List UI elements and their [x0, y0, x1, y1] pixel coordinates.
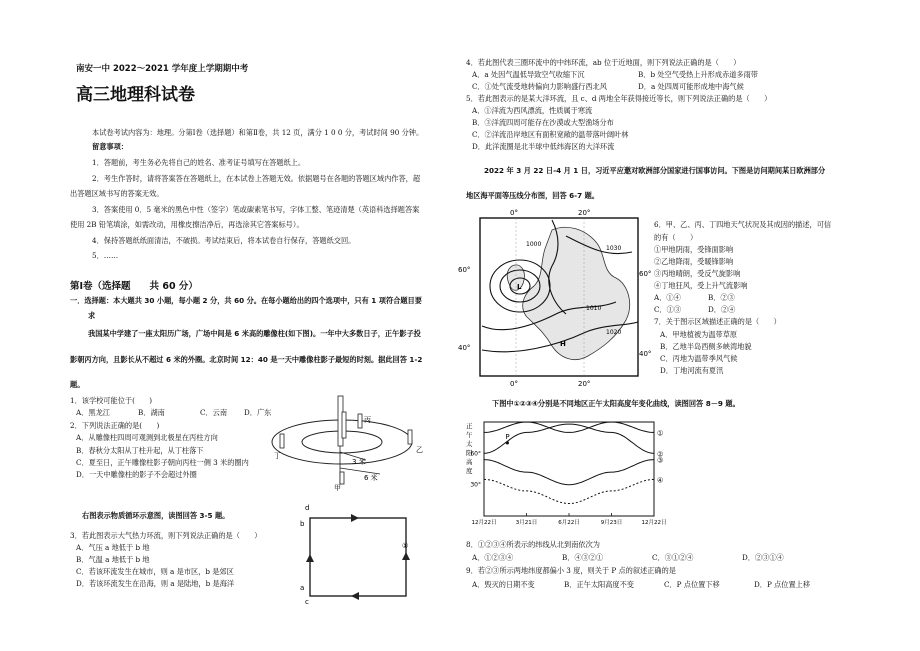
series-line [484, 479, 654, 503]
lat-label-40-right: 40° [639, 350, 652, 358]
q8-option-c[interactable]: C．③①②④ [652, 553, 694, 562]
note-1: 1．答题前，考生务必先将自己的姓名、准考证号填写在答题纸上。 [92, 158, 306, 167]
q2-option-b[interactable]: B．春秋分太阳从丁柱升起，从丁柱落下 [76, 446, 204, 455]
series-label: ③ [657, 456, 664, 465]
q8-stem: 8．①②③④所表示的纬线从北到南依次为 [466, 540, 600, 549]
q7-option-c[interactable]: C．丙地为温带季风气候 [660, 354, 738, 363]
q6-stem: 6．甲、乙、丙、丁四地天气状况及其成因的描述，可信 [654, 220, 832, 229]
label-bing: 丙 [364, 416, 371, 424]
q5-option-d[interactable]: D．此洋流圈是北半球中低纬海区的大洋环流 [472, 142, 615, 151]
lon-label-20-top: 20° [578, 209, 591, 217]
context-6-7b: 地区海平面等压线分布图，回答 6-7 题。 [466, 191, 599, 200]
isobar-label-1020: 1020 [606, 329, 622, 336]
point-p-label: P [505, 432, 510, 441]
q6-option-b[interactable]: B．②③ [708, 293, 735, 302]
q4-option-b[interactable]: B．b 处空气受热上升形成赤道多雨带 [638, 70, 758, 79]
q6-item-4: ④丁地狂风，受上升气流影响 [654, 281, 748, 290]
q5-option-c[interactable]: C．②洋流沿岸地区有面积宽敞的温带落叶阔叶林 [472, 130, 629, 139]
series-label: ② [657, 450, 664, 459]
series-line [484, 460, 654, 485]
q9-option-d[interactable]: D．P 点位置上移 [754, 580, 811, 589]
context-3-5: 右图表示物质循环示意图，读图回答 3-5 题。 [82, 511, 230, 520]
q1-stem: 1．该学校可能位于( ) [70, 396, 153, 405]
note-2b: 出答题区域书写的答案无效。 [70, 189, 164, 198]
q3-option-b[interactable]: B．气温 a 地低于 b 地 [76, 555, 150, 564]
q4-option-d[interactable]: D．a 处四周可能形成地中海气候 [638, 82, 744, 91]
lat-label-60-left: 60° [458, 266, 471, 274]
q1-option-d[interactable]: D．广东 [244, 408, 272, 417]
series-label: ④ [657, 476, 664, 485]
q2-option-d[interactable]: D．一天中雕像柱的影子不会超过外圈 [76, 470, 197, 479]
label-yi: 乙 [416, 446, 423, 454]
q2-option-a[interactable]: A．从雕像柱四周可观测到北极星在丙柱方向 [76, 433, 218, 442]
lon-label-20-bottom: 20° [578, 380, 591, 388]
section-instruction: 一．选择题：本大题共 30 小题，每小题 2 分，共 60 分。在每小题给出的四个选项中，只有 1 项符合题目要 [70, 296, 422, 305]
y-axis-label-char: 正 [466, 422, 473, 430]
point-p [506, 441, 509, 444]
low-pressure-label: L [517, 283, 522, 291]
exam-title: 高三地理科试卷 [76, 85, 195, 105]
q4-option-c[interactable]: C．①处气流受地转偏向力影响盛行西北风 [472, 82, 607, 91]
school-title: 南安一中 2022～2021 学年度上学期期中考 [76, 64, 249, 74]
pillar-ding [280, 434, 284, 448]
label-6m: 6 米 [364, 474, 378, 482]
lon-label-0-top: 0° [510, 209, 518, 217]
y-axis-label-char: 太 [466, 440, 473, 448]
high-pressure-label: H [560, 340, 566, 348]
pillar-bing [358, 414, 362, 428]
isobar-label-1010: 1010 [586, 305, 602, 312]
y-axis-label-char: 高 [466, 458, 473, 466]
context-6-7: 2022 年 3 月 22 日-4 月 1 日，习近平应邀对欧洲部分国家进行国事访问。下图是访问期间某日欧洲部分 [484, 166, 826, 175]
q1-options [76, 408, 271, 417]
pillar-jia [340, 472, 344, 484]
label-3m: 3 米 [352, 458, 366, 466]
q9-option-a[interactable]: A．毁灭的日期不变 [472, 580, 535, 589]
context-1-2b: 影朝丙方向，且影长从不超过 6 米的外圈。北京时间 12：40 是一天中雕像柱影子最短的时刻。据此回答 1-2 [70, 355, 423, 364]
note-2a: 2．考生作答时，请将答案答在答题纸上，在本试卷上答题无效。依据题号在各题的答题区域内作答，超 [92, 174, 421, 183]
lat-label-60-right: 60° [639, 270, 652, 278]
y-tick-label: 60° [470, 450, 481, 458]
note-3b: 使用 2B 铅笔填涂，如需改动，用橡皮擦洁净后，再选涂其它答案标号）。 [70, 220, 304, 229]
q8-option-a[interactable]: A．①②③④ [472, 553, 514, 562]
arrow-right-side [402, 552, 410, 560]
q3-option-a[interactable]: A．气压 a 地低于 b 地 [76, 543, 150, 552]
q4-option-a[interactable]: A．a 处因气温低导致空气收缩下沉 [472, 70, 585, 79]
label-d: d [305, 504, 310, 512]
q8-option-d[interactable]: D．②③①④ [742, 553, 784, 562]
note-3a: 3．答案使用 0．5 毫米的黑色中性（签字）笔或碳素笔书写，字体工整、笔迹清楚（英语科选择题答案 [92, 205, 420, 214]
lat-label-40-left: 40° [458, 344, 471, 352]
x-tick-label: 12月22日 [471, 520, 497, 526]
q9-option-c[interactable]: C．P 点位置下移 [664, 580, 720, 589]
y-axis-label-char: 度 [466, 467, 473, 475]
q6-item-3: ③丙地晴朗，受反气旋影响 [654, 269, 741, 278]
section-title: 第Ⅰ卷（选择题 共 60 分） [70, 281, 198, 292]
label-jia: 甲 [334, 484, 341, 492]
q8-options [472, 553, 784, 562]
q6-item-2: ②乙地降雨，受暖锋影响 [654, 257, 734, 266]
context-8-9: 下图中①②③④分别是不同地区正午太阳高度年变化曲线，读图回答 8－9 题。 [492, 399, 740, 408]
x-tick-label: 3月21日 [515, 520, 538, 526]
q6-option-d[interactable]: D．②④ [708, 305, 736, 314]
q2-option-c[interactable]: C．夏至日，正午雕像柱影子朝向丙柱一侧 3 米的圈内 [76, 458, 249, 467]
q6-option-c[interactable]: C．①③ [654, 305, 682, 314]
q6-stem-b: 的有（ ） [654, 233, 698, 242]
q9-options [472, 580, 810, 589]
q9-stem: 9．若②③所示两地纬度都偏小 3 度，则关于 P 点的叙述正确的是 [466, 566, 676, 575]
q5-stem: 5．若此图表示的是某大洋环流，且 c、d 两地全年获得接近等长，则下列说法正确的是（ ） [466, 94, 772, 103]
q6-option-a[interactable]: A．①④ [654, 293, 681, 302]
q3-option-d[interactable]: D．若该环流发生在沿海，则 a 是陆地，b 是海洋 [76, 579, 235, 588]
notes-title: 留意事项： [92, 142, 128, 151]
q3-option-c[interactable]: C．若该环流发生在城市，则 a 是市区，b 是郊区 [76, 567, 234, 576]
q5-option-a[interactable]: A．①洋流为西风漂流，性质属于寒流 [472, 106, 593, 115]
note-5: 5．…… [92, 251, 119, 260]
x-tick-label: 9月23日 [600, 520, 623, 526]
q1-option-c[interactable]: C．云南 [200, 408, 228, 417]
label-c: c [305, 598, 309, 606]
q7-stem: 7．关于图示区域描述正确的是（ ） [654, 317, 781, 326]
solar-altitude-chart [464, 414, 674, 530]
q7-option-b[interactable]: B．乙地半岛西侧多峡湾地貌 [660, 342, 752, 351]
intro-line: 本试卷考试内容为：地理。分第Ⅰ卷（选择题）和第Ⅱ卷，共 12 页，满分 1 0 0 分，考试时间 90 分钟。 [92, 128, 424, 137]
q7-option-d[interactable]: D．丁地河流有夏汛 [660, 366, 724, 375]
context-1-2: 我国某中学建了一座太阳历广场，广场中间是 6 米高的雕像柱(如下图)。一年中大多数日子，正午影子投 [88, 329, 421, 338]
y-axis-label-char: 午 [466, 431, 473, 439]
sundial-plaza-figure [268, 392, 428, 492]
series-line [484, 422, 654, 432]
label-ding: 丁 [274, 452, 281, 460]
q8-option-b[interactable]: B．④③②① [562, 553, 604, 562]
note-4: 4．保持答题纸纸面清洁，不破损。考试结束后，将本试卷自行保存，答题纸交回。 [92, 236, 356, 245]
series-label: ① [657, 429, 664, 438]
q6-item-1: ①甲地阴雨，受锋面影响 [654, 245, 734, 254]
q1-option-b[interactable]: B．湖南 [138, 408, 165, 417]
label-b: b [300, 520, 305, 528]
q9-option-b[interactable]: B．正午太阳高度不变 [564, 580, 634, 589]
q5-option-b[interactable]: B．③洋流四周可能存在沙漠或大型渔场分布 [472, 118, 614, 127]
q7-option-a[interactable]: A．甲地植被为温带草原 [660, 330, 738, 339]
isobar-label-1000: 1000 [526, 241, 542, 248]
x-tick-label: 6月22日 [558, 520, 580, 526]
label-a: a [300, 584, 305, 592]
y-tick-label: 30° [470, 481, 481, 489]
label-circle-1: ① [402, 542, 409, 550]
q4-stem: 4．若此图代表三圈环流中的中纬环流，ab 位于近地面，则下列说法正确的是（ ） [466, 58, 741, 67]
lon-label-0-bottom: 0° [510, 380, 518, 388]
context-1-2c: 题。 [70, 380, 85, 389]
x-tick-label: 12月22日 [641, 520, 667, 526]
isobar-label-1030: 1030 [606, 245, 622, 252]
q1-option-a[interactable]: A．黑龙江 [76, 408, 110, 417]
q2-stem: 2．下列说法正确的是( ) [70, 421, 160, 430]
q3-stem: 3．若此图表示大气热力环流，则下列说法正确的是（ ） [70, 531, 262, 540]
circulation-diagram [296, 500, 416, 610]
isobar-map [456, 206, 652, 388]
section-instruction-2: 求 [88, 311, 96, 320]
pillar-yi [408, 430, 412, 444]
y-axis-label-char: 阳 [466, 449, 473, 457]
